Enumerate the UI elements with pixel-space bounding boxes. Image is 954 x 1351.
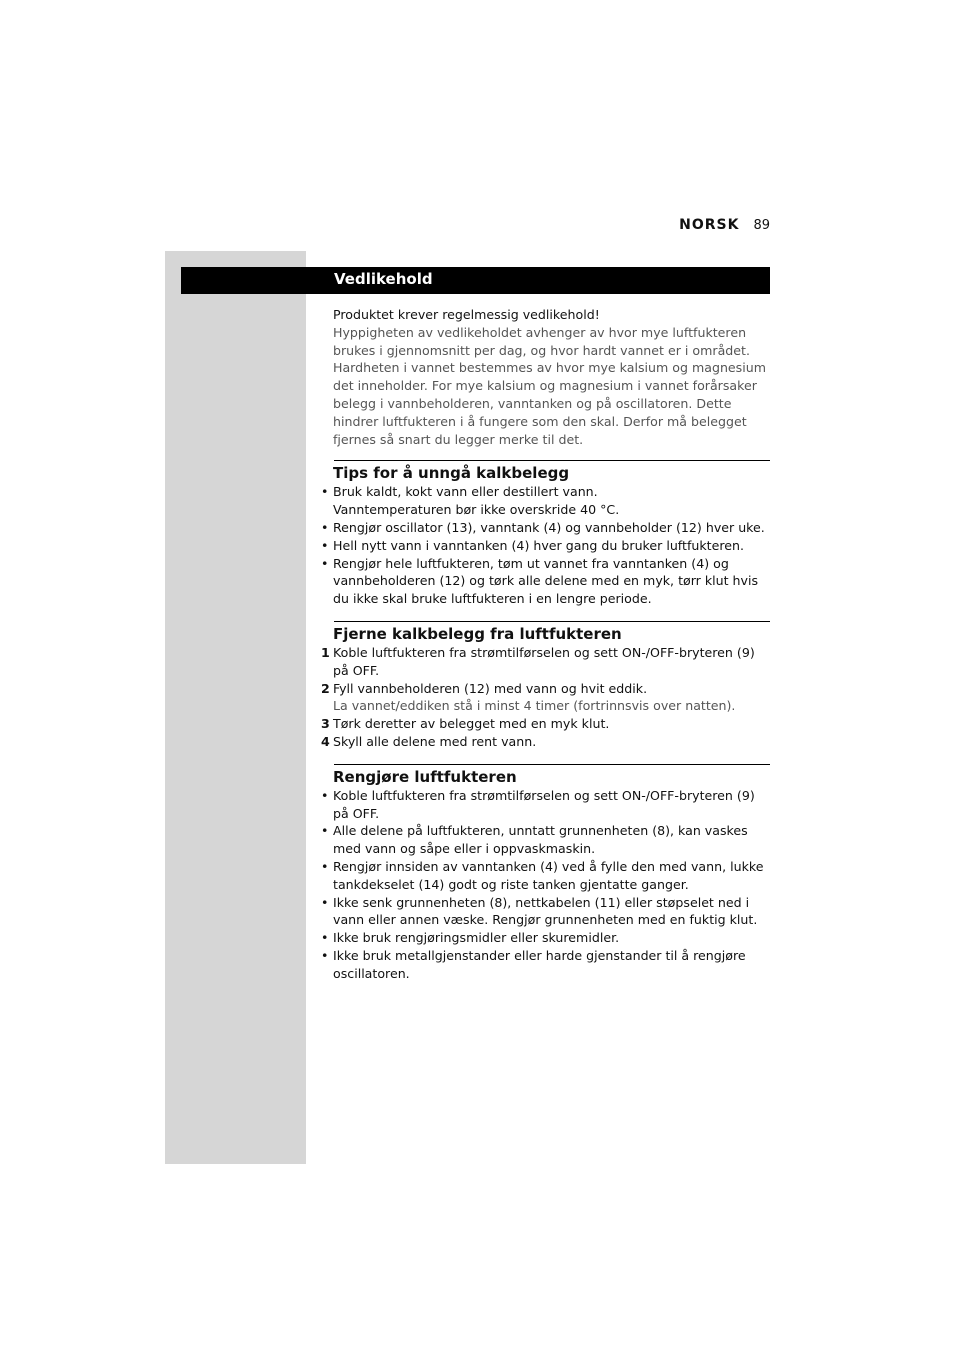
step-number: 1: [321, 644, 330, 660]
main-content: [321, 306, 770, 983]
step-text: Fyll vannbeholderen (12) med vann og hvit eddik.: [333, 680, 648, 696]
tips-list: [321, 483, 770, 608]
list-item: [321, 555, 770, 608]
step-number: 3: [321, 716, 330, 732]
list-item: [321, 483, 770, 519]
descale-steps: [321, 644, 770, 751]
step-note: La vannet/eddiken stå i minst 4 timer (fortrinnsvis over natten).: [333, 698, 736, 714]
list-item: [321, 822, 770, 858]
bullet-icon: •: [321, 823, 329, 839]
bullet-icon: •: [321, 537, 329, 553]
step-number: 2: [321, 680, 330, 696]
tip-text: Rengjør oscillator (13), vanntank (4) og vannbeholder (12) hver uke.: [333, 519, 765, 535]
bullet-icon: •: [321, 519, 329, 535]
step-number: 4: [321, 733, 330, 749]
list-item: [321, 715, 770, 733]
bullet-icon: •: [321, 484, 329, 500]
page-title: Vedlikehold: [334, 270, 433, 288]
section-divider: [334, 621, 770, 622]
page-number: 89: [753, 218, 770, 233]
list-item: [321, 894, 770, 930]
intro-body: Hyppigheten av vedlikeholdet avhenger av hvor mye luftfukteren brukes i gjennomsnitt per dag, og hvor hardt vannet er i området. Hardheten i vannet bestemmes av hvor mye kalsium og magnesium det inneholder. For mye kalsium og magnesium i vannet forårsaker belegg i vannbeholderen, vanntanken og på oscillatoren. Dette hindrer luftfukteren i å fungere som den skal. Derfor må belegget fjernes så snart du legger merke til det.: [333, 324, 766, 447]
bullet-icon: •: [321, 947, 329, 963]
bullet-icon: •: [321, 894, 329, 910]
tip-text: Rengjør hele luftfukteren, tøm ut vannet fra vanntanken (4) og vannbeholderen (12) og tørk alle delene med en myk, tørr klut hvis du ikke skal bruke luftfukteren i en lengre periode.: [333, 555, 759, 607]
cleaning-text: Rengjør innsiden av vanntanken (4) ved å fylle den med vann, lukke tankdekselet (14) godt og riste tanken gjentatte ganger.: [333, 858, 764, 892]
bullet-icon: •: [321, 555, 329, 571]
language-label: NORSK: [679, 217, 740, 233]
intro-block: [333, 306, 770, 448]
cleaning-list: [321, 787, 770, 983]
section-divider: [334, 764, 770, 765]
list-item: [321, 858, 770, 894]
list-item: [321, 733, 770, 751]
tip-text: Hell nytt vann i vanntanken (4) hver gang du bruker luftfukteren.: [333, 537, 744, 553]
list-item: [321, 787, 770, 823]
cleaning-text: Alle delene på luftfukteren, unntatt grunnenheten (8), kan vaskes med vann og såpe eller i oppvaskmaskin.: [333, 823, 748, 857]
list-item: [321, 644, 770, 680]
bullet-icon: •: [321, 787, 329, 803]
left-margin-panel: [165, 251, 306, 1164]
list-item: [321, 680, 770, 716]
step-text: Skyll alle delene med rent vann.: [333, 733, 537, 749]
tip-text: Bruk kaldt, kokt vann eller destillert vann.: [333, 484, 598, 500]
list-item: [321, 929, 770, 947]
tip-note: Vanntemperaturen bør ikke overskride 40 °C.: [333, 502, 620, 518]
tips-heading: Tips for å unngå kalkbelegg: [333, 464, 570, 483]
cleaning-text: Koble luftfukteren fra strømtilførselen og sett ON-/OFF-bryteren (9) på OFF.: [333, 787, 755, 821]
section-divider: [334, 460, 770, 461]
step-text: Tørk deretter av belegget med en myk klut.: [333, 716, 610, 732]
cleaning-text: Ikke bruk rengjøringsmidler eller skuremidler.: [333, 930, 620, 946]
cleaning-text: Ikke senk grunnenheten (8), nettkabelen (11) eller støpselet ned i vann eller annen væske. Rengjør grunnenheten med en fuktig klut.: [333, 894, 758, 928]
bullet-icon: •: [321, 858, 329, 874]
list-item: [321, 947, 770, 983]
cleaning-text: Ikke bruk metallgjenstander eller harde gjenstander til å rengjøre oscillatoren.: [333, 947, 746, 981]
descale-heading: Fjerne kalkbelegg fra luftfukteren: [333, 624, 622, 643]
intro-lead: Produktet krever regelmessig vedlikehold!: [333, 307, 600, 322]
page-header: [600, 217, 770, 233]
step-text: Koble luftfukteren fra strømtilførselen og sett ON-/OFF-bryteren (9) på OFF.: [333, 644, 755, 678]
list-item: [321, 537, 770, 555]
list-item: [321, 519, 770, 537]
cleaning-heading: Rengjøre luftfukteren: [333, 767, 517, 786]
bullet-icon: •: [321, 930, 329, 946]
section-title-bar: [181, 267, 770, 294]
